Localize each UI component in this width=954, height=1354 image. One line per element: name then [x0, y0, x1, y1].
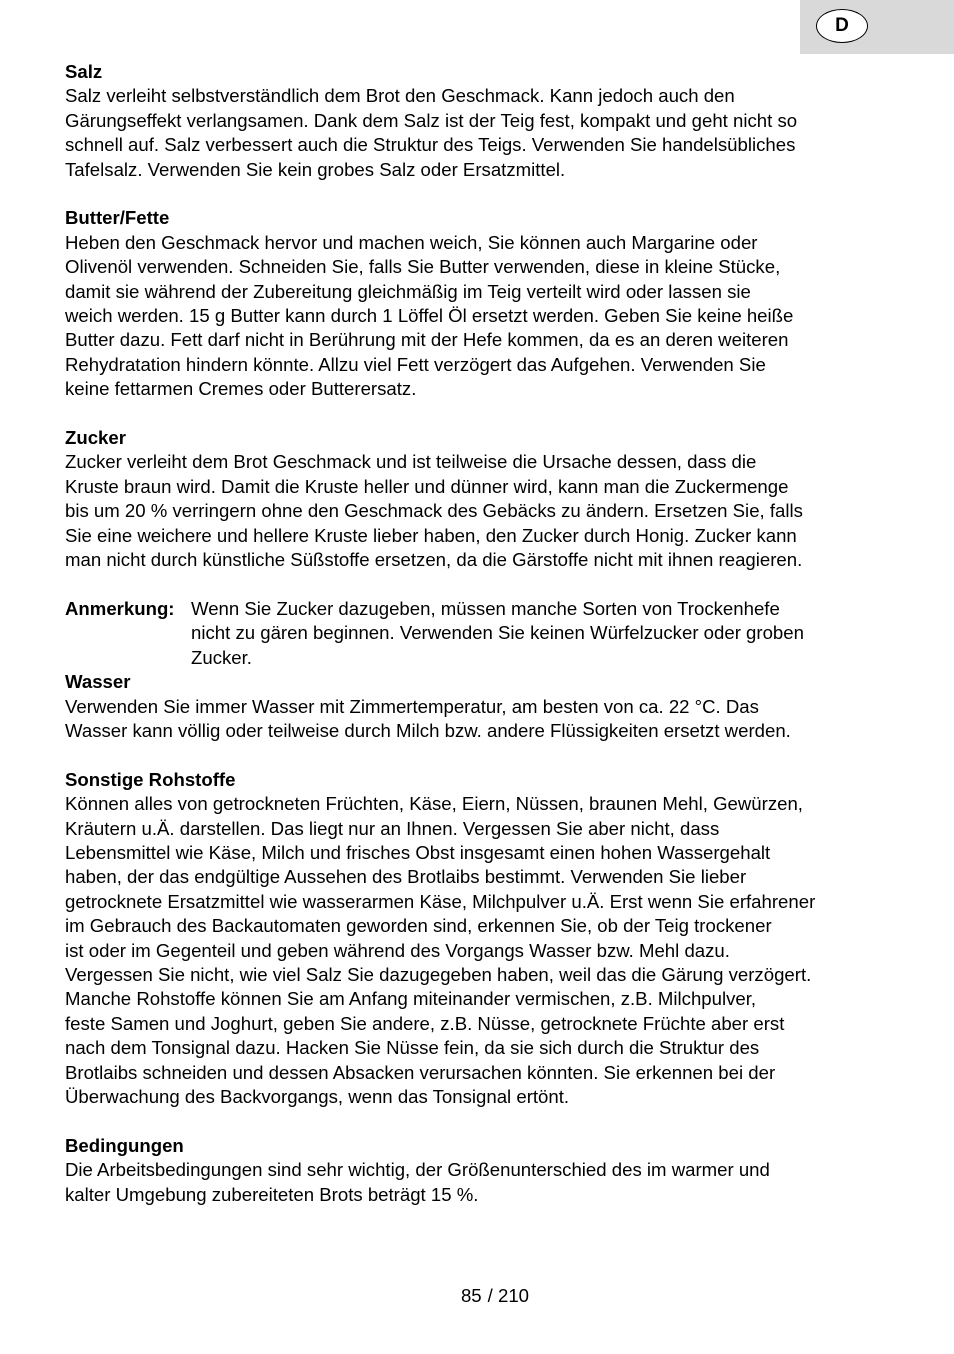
body-line: Kruste braun wird. Damit die Kruste heller und dünner wird, kann man die Zuckermenge	[65, 475, 789, 497]
body-line: man nicht durch künstliche Süßstoffe ersetzen, da die Gärstoffe nicht mit ihnen reagieren.	[65, 549, 803, 571]
body-line: feste Samen und Joghurt, geben Sie andere, z.B. Nüsse, getrocknete Früchte aber erst	[65, 1012, 785, 1034]
body-line: Wenn Sie Zucker dazugeben, müssen manche Sorten von Trockenhefe	[191, 597, 780, 619]
body-line: Heben den Geschmack hervor und machen weich, Sie können auch Margarine oder	[65, 231, 758, 253]
body-line: Lebensmittel wie Käse, Milch und frisches Obst insgesamt einen hohen Wassergehalt	[65, 841, 771, 863]
page-content	[65, 60, 895, 1231]
section-heading: Butter/Fette	[65, 207, 170, 229]
body-line: Verwenden Sie immer Wasser mit Zimmertemperatur, am besten von ca. 22 °C. Das	[65, 695, 759, 717]
body-line: Tafelsalz. Verwenden Sie kein grobes Salz oder Ersatzmittel.	[65, 158, 566, 180]
body-line: Salz verleiht selbstverständlich dem Brot den Geschmack. Kann jedoch auch den	[65, 85, 735, 107]
language-badge: D	[816, 9, 868, 43]
body-line: Überwachung des Backvorgangs, wenn das Tonsignal ertönt.	[65, 1086, 570, 1107]
section-salz	[65, 60, 895, 182]
body-line: haben, der das endgültige Aussehen des Brotlaibs bestimmt. Verwenden Sie lieber	[65, 866, 747, 888]
page-footer	[0, 1285, 954, 1307]
body-line: Können alles von getrockneten Früchten, Käse, Eiern, Nüssen, braunen Mehl, Gewürzen,	[65, 793, 803, 815]
body-line: Kräutern u.Ä. darstellen. Das liegt nur an Ihnen. Vergessen Sie aber nicht, dass	[65, 817, 720, 839]
body-line: schnell auf. Salz verbessert auch die Struktur des Teigs. Verwenden Sie handelsübliches	[65, 134, 796, 156]
section-wasser	[65, 670, 895, 743]
section-zucker	[65, 426, 895, 572]
body-line: bis um 20 % verringern ohne den Geschmack des Gebäcks zu ändern. Ersetzen Sie, falls	[65, 500, 803, 522]
body-line: Zucker verleiht dem Brot Geschmack und ist teilweise die Ursache dessen, dass die	[65, 451, 757, 473]
note-row	[65, 597, 895, 670]
section-bedingungen	[65, 1134, 895, 1207]
body-line: kalter Umgebung zubereiteten Brots beträgt 15 %.	[65, 1183, 479, 1205]
body-line: nach dem Tonsignal dazu. Hacken Sie Nüsse fein, da sie sich durch die Struktur des	[65, 1037, 760, 1059]
page-number: 85	[460, 1285, 482, 1306]
body-line: ist oder im Gegenteil und geben während des Vorgangs Wasser bzw. Mehl dazu.	[65, 939, 730, 961]
body-line: Die Arbeitsbedingungen sind sehr wichtig, der Größenunterschied des im warmer und	[65, 1159, 770, 1181]
page-total: / 210	[487, 1285, 530, 1306]
section-butter	[65, 206, 895, 401]
section-heading: Sonstige Rohstoffe	[65, 768, 236, 790]
body-line: Gärungseffekt verlangsamen. Dank dem Salz ist der Teig fest, kompakt und geht nicht so	[65, 109, 798, 131]
section-heading: Zucker	[65, 427, 126, 449]
body-line: Zucker.	[191, 646, 252, 668]
body-line: Sie eine weichere und hellere Kruste lieber haben, den Zucker durch Honig. Zucker kann	[65, 524, 797, 546]
body-line: Rehydratation hindern könnte. Allzu viel Fett verzögert das Aufgehen. Verwenden Sie	[65, 353, 766, 375]
section-sonstige-rohstoffe	[65, 768, 895, 1110]
body-line: Butter dazu. Fett darf nicht in Berührung mit der Hefe kommen, da es an deren weiteren	[65, 329, 789, 351]
body-line: Manche Rohstoffe können Sie am Anfang miteinander vermischen, z.B. Milchpulver,	[65, 988, 757, 1010]
body-line: Vergessen Sie nicht, wie viel Salz Sie dazugegeben haben, weil das die Gärung verzögert.	[65, 963, 812, 985]
body-line: getrocknete Ersatzmittel wie wasserarmen Käse, Milchpulver u.Ä. Erst wenn Sie erfahrener	[65, 890, 816, 912]
note-text	[191, 597, 804, 670]
body-line: Wasser kann völlig oder teilweise durch Milch bzw. andere Flüssigkeiten ersetzt werden.	[65, 719, 791, 741]
section-heading: Salz	[65, 61, 103, 82]
note-block	[65, 597, 895, 670]
language-tab	[800, 0, 954, 54]
body-line: Brotlaibs schneiden und dessen Absacken verursachen könnten. Sie erkennen bei der	[65, 1061, 776, 1083]
body-line: nicht zu gären beginnen. Verwenden Sie keinen Würfelzucker oder groben	[191, 622, 804, 644]
body-line: damit sie während der Zubereitung gleichmäßig im Teig verteilt wird oder lassen sie	[65, 280, 751, 302]
section-heading: Wasser	[65, 671, 131, 693]
body-line: Olivenöl verwenden. Schneiden Sie, falls Sie Butter verwenden, diese in kleine Stücke,	[65, 256, 781, 278]
body-line: im Gebrauch des Backautomaten geworden sind, erkennen Sie, ob der Teig trockener	[65, 915, 772, 937]
section-heading: Bedingungen	[65, 1134, 184, 1156]
note-label: Anmerkung:	[65, 597, 175, 619]
body-line: weich werden. 15 g Butter kann durch 1 Löffel Öl ersetzt werden. Geben Sie keine heiße	[65, 305, 794, 327]
body-line: keine fettarmen Cremes oder Butterersatz.	[65, 378, 417, 400]
